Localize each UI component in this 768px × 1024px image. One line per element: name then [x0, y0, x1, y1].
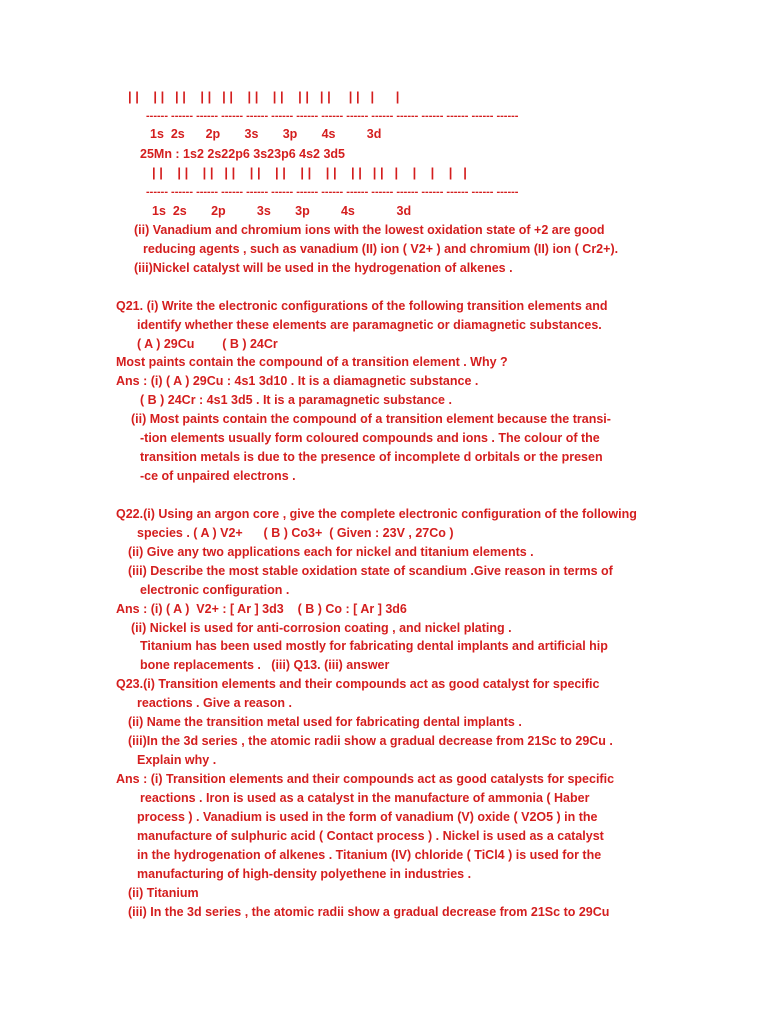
text-line: reactions . Iron is used as a catalyst in the manufacture of ammonia ( Haber: [140, 791, 590, 805]
text-line: reducing agents , such as vanadium (II) ion ( V2+ ) and chromium (II) ion ( Cr2+).: [143, 242, 619, 256]
orbital-labels-row: 1s 2s 2p 3s 3p 4s 3d: [152, 204, 412, 218]
text-line: in the hydrogenation of alkenes . Titanium (IV) chloride ( TiCl4 ) is used for the: [137, 848, 602, 862]
orbital-boxes-row: | | | | | | | | | | | | | | | | | | | | | | | | |: [152, 165, 467, 180]
text-line: electronic configuration .: [140, 583, 290, 597]
answer-heading: Ans : (i) Transition elements and their compounds act as good catalysts for specific: [116, 772, 615, 786]
text-line: (ii) Vanadium and chromium ions with the lowest oxidation state of +2 are good: [134, 223, 605, 237]
text-line: process ) . Vanadium is used in the form of vanadium (V) oxide ( V2O5 ) in the: [137, 810, 598, 824]
text-line: -tion elements usually form coloured compounds and ions . The colour of the: [140, 431, 600, 445]
text-line: (ii) Nickel is used for anti-corrosion coating , and nickel plating .: [131, 621, 512, 635]
text-line: (ii) Give any two applications each for nickel and titanium elements .: [128, 545, 534, 559]
text-line: reactions . Give a reason .: [137, 696, 292, 710]
text-line: (iii)In the 3d series , the atomic radii show a gradual decrease from 21Sc to 29Cu .: [128, 734, 613, 748]
mn-configuration: 25Mn : 1s2 2s22p6 3s23p6 4s2 3d5: [140, 147, 345, 161]
text-line: -ce of unpaired electrons .: [140, 469, 296, 483]
text-line: ( B ) 24Cr : 4s1 3d5 . It is a paramagnetic substance .: [140, 393, 452, 407]
text-line: Most paints contain the compound of a transition element . Why ?: [116, 355, 508, 369]
answer-heading: Ans : (i) ( A ) V2+ : [ Ar ] 3d3 ( B ) Co : [ Ar ] 3d6: [116, 602, 407, 616]
dashed-divider: ------ ------ ------ ------ ------ ------ ------ ------ ------ ------ ------ ------ ------ ------ ------: [146, 110, 519, 122]
text-line: manufacture of sulphuric acid ( Contact process ) . Nickel is used as a catalyst: [137, 829, 604, 843]
question-heading: Q21. (i) Write the electronic configurations of the following transition elements and: [116, 299, 608, 313]
dashed-divider: ------ ------ ------ ------ ------ ------ ------ ------ ------ ------ ------ ------ ------ ------ ------: [146, 186, 519, 198]
text-line: Titanium has been used mostly for fabricating dental implants and artificial hip: [140, 639, 608, 653]
question-heading: Q23.(i) Transition elements and their compounds act as good catalyst for specific: [116, 677, 600, 691]
text-line: (ii) Name the transition metal used for fabricating dental implants .: [128, 715, 522, 729]
text-line: species . ( A ) V2+ ( B ) Co3+ ( Given : 23V , 27Co ): [137, 526, 454, 540]
text-line: (ii) Most paints contain the compound of a transition element because the transi-: [131, 412, 611, 426]
question-heading: Q22.(i) Using an argon core , give the complete electronic configuration of the following: [116, 507, 637, 521]
text-line: transition metals is due to the presence of incomplete d orbitals or the presen: [140, 450, 603, 464]
text-line: (ii) Titanium: [128, 886, 199, 900]
text-line: ( A ) 29Cu ( B ) 24Cr: [137, 337, 278, 351]
text-line: manufacturing of high-density polyethene in industries .: [137, 867, 472, 881]
text-line: Explain why .: [137, 753, 217, 767]
answer-heading: Ans : (i) ( A ) 29Cu : 4s1 3d10 . It is a diamagnetic substance .: [116, 374, 479, 388]
orbital-boxes-row: | | | | | | | | | | | | | | | | | | | | | |: [128, 89, 400, 104]
text-line: identify whether these elements are paramagnetic or diamagnetic substances.: [137, 318, 602, 332]
text-line: bone replacements . (iii) Q13. (iii) answer: [140, 658, 390, 672]
text-line: (iii) Describe the most stable oxidation state of scandium .Give reason in terms of: [128, 564, 613, 578]
text-line: (iii) In the 3d series , the atomic radii show a gradual decrease from 21Sc to 29Cu: [128, 905, 610, 919]
orbital-labels-row: 1s 2s 2p 3s 3p 4s 3d: [150, 127, 382, 141]
text-line: (iii)Nickel catalyst will be used in the hydrogenation of alkenes .: [134, 261, 513, 275]
